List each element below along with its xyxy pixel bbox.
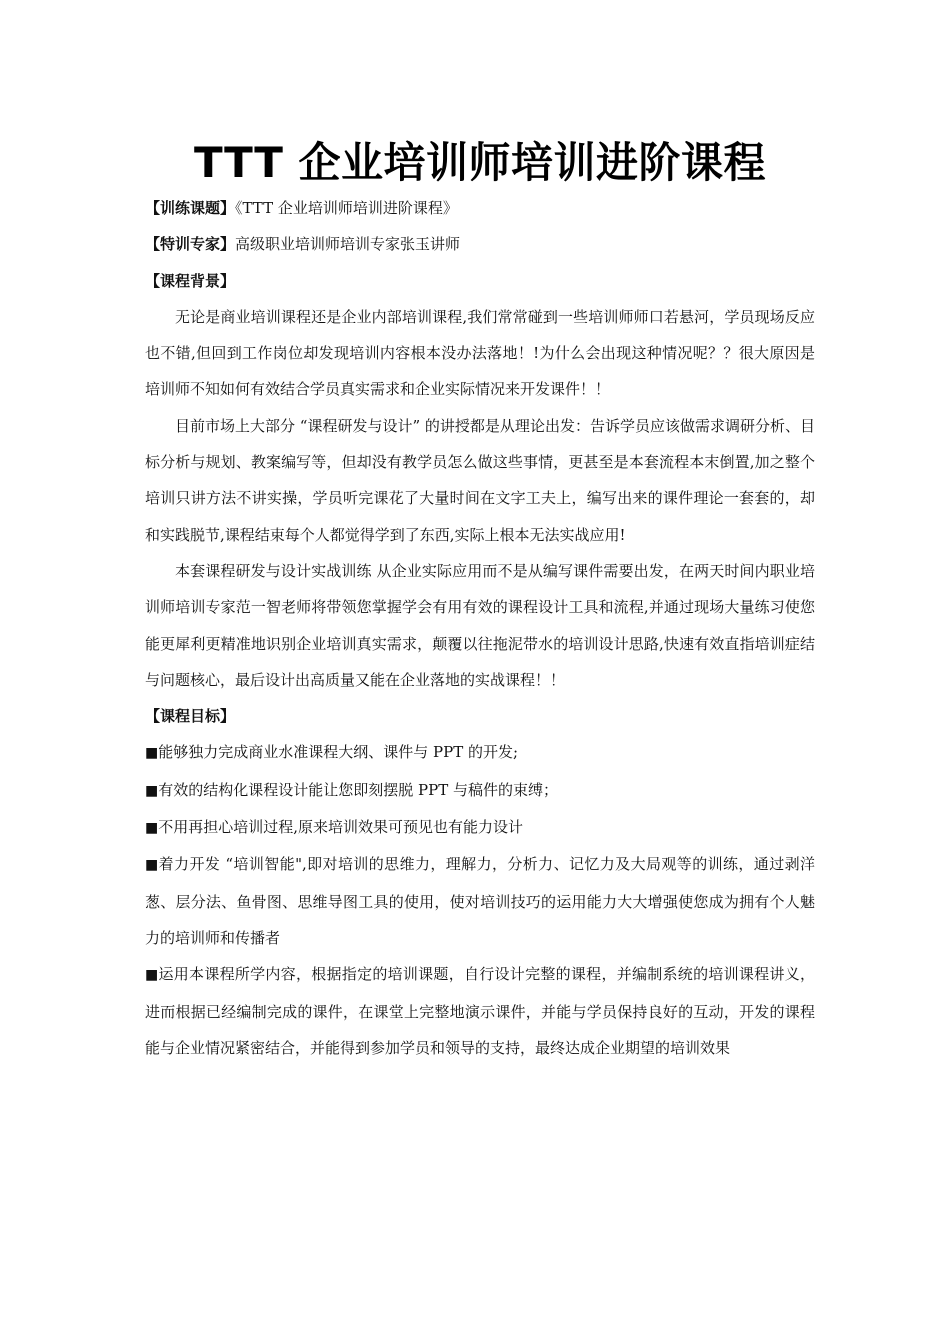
objective-item xyxy=(145,809,815,846)
objective-item xyxy=(145,956,815,1066)
document-page xyxy=(145,136,815,1066)
bullet-square-icon: ■ xyxy=(145,967,159,984)
objective-text: 能够独力完成商业水准课程大纲、课件与 PPT 的开发; xyxy=(158,743,519,762)
expert-value: 高级职业培训师培训专家张玉讲师 xyxy=(235,235,461,254)
bullet-square-icon: ■ xyxy=(145,782,159,799)
background-paragraph: 目前市场上大部分 “课程研发与设计” 的讲授都是从理论出发：告诉学员应该做需求调研分析、目标分析与规划、教案编写等，但却没有教学员怎么做这些事情，更甚至是本套流程本末倒置,加之整个培训只讲方法不讲实操，学员听完课花了大量时间在文字工夫上，编写出来的课件理论一套套的，却和实践脱节,课程结束每个人都觉得学到了东西,实际上根本无法实战应用! xyxy=(145,416,815,544)
background-paragraph: 无论是商业培训课程还是企业内部培训课程,我们常常碰到一些培训师师口若悬河，学员现场反应也不错,但回到工作岗位却发现培训内容根本没办法落地！!为什么会出现这种情况呢？？很大原因是培训师不知如何有效结合学员真实需求和企业实际情况来开发课件！！ xyxy=(145,307,815,399)
bullet-square-icon: ■ xyxy=(145,745,159,762)
background-heading: 【课程背景】 xyxy=(145,271,236,290)
objective-text: 着力开发 “培训智能",即对培训的思维力，理解力，分析力、记忆力及大局观等的训练，通过剥洋葱、层分法、鱼骨图、思维导图工具的使用，使对培训技巧的运用能力大大增强使您成为拥有个人魅力的培训师和传播者 xyxy=(145,855,816,947)
background-paragraph: 本套课程研发与设计实战训练 从企业实际应用而不是从编写课件需要出发，在两天时间内职业培训师培训专家范一智老师将带领您掌握学会有用有效的课程设计工具和流程,并通过现场大量练习使您能更犀利更精准地识别企业培训真实需求，颠覆以往拖泥带水的培训设计思路,快速有效直指培训症结与问题核心，最后设计出高质量又能在企业落地的实战课程！！ xyxy=(145,561,815,689)
objective-item xyxy=(145,772,815,809)
objectives-heading: 【课程目标】 xyxy=(145,707,236,726)
topic-row xyxy=(145,190,815,226)
objective-item xyxy=(145,734,815,771)
expert-label: 【特训专家】 xyxy=(145,235,236,254)
objective-text: 有效的结构化课程设计能让您即刻摆脱 PPT 与稿件的束缚； xyxy=(158,780,558,799)
objective-item xyxy=(145,846,815,956)
expert-row xyxy=(145,226,815,262)
objective-text: 运用本课程所学内容，根据指定的培训课题，自行设计完整的课程，并编制系统的培训课程讲义，进而根据已经编制完成的课件，在课堂上完整地演示课件，并能与学员保持良好的互动，开发的课程能与企业情况紧密结合，并能得到参加学员和领导的支持，最终达成企业期望的培训效果 xyxy=(145,965,815,1057)
topic-label: 【训练课题】 xyxy=(145,199,236,217)
document-title: TTT 企业培训师培训进阶课程 xyxy=(194,138,766,187)
objective-text: 不用再担心培训过程,原来培训效果可预见也有能力设计 xyxy=(158,818,524,837)
topic-value: 《TTT 企业培训师培训进阶课程》 xyxy=(235,199,458,217)
bullet-square-icon: ■ xyxy=(145,820,159,837)
bullet-square-icon: ■ xyxy=(145,857,159,874)
